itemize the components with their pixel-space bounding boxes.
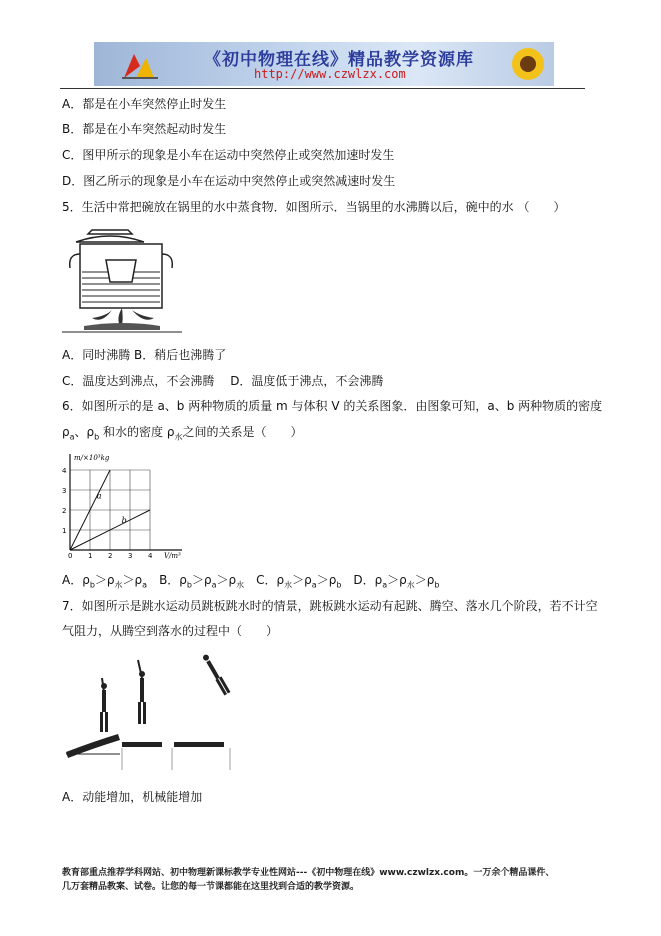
series-label-a: a bbox=[96, 491, 102, 501]
x-tick-label: 1 bbox=[88, 552, 93, 560]
q4-option-c: C．图甲所示的现象是小车在运动中突然停止或突然加速时发生 bbox=[62, 148, 395, 162]
q6-stem-line2: $\rho_a$、$\rho_b$ 和水的密度 $\rho_水$之间的关系是（ ） bbox=[62, 425, 303, 442]
q4-option-b: B．都是在小车突然起动时发生 bbox=[62, 122, 227, 136]
q5-options-ab: A．同时沸腾 B．稍后也沸腾了 bbox=[62, 348, 227, 362]
y-tick-label: 3 bbox=[62, 487, 67, 495]
q7-stem-line2: 气阻力，从腾空到落水的过程中（ ） bbox=[62, 624, 279, 638]
q6-option-c: C．$\rho_水>\rho_a>\rho_b$ bbox=[244, 573, 342, 590]
q6-option-a: A．$\rho_b>\rho_水>\rho_a$ bbox=[62, 573, 148, 590]
page-footer bbox=[62, 866, 602, 894]
q5-options-cd: C．温度达到沸点，不会沸腾 D．温度低于沸点，不会沸腾 bbox=[62, 374, 384, 388]
diving-figure bbox=[62, 648, 242, 776]
series-label-b: b bbox=[121, 516, 127, 526]
q7-stem-line1: 7．如图所示是跳水运动员跳板跳水时的情景，跳板跳水运动有起跳、腾空、落水几个阶段，若不计空 bbox=[62, 599, 598, 613]
site-logo-icon bbox=[120, 50, 160, 82]
q7-option-a: A．动能增加，机械能增加 bbox=[62, 790, 203, 804]
y-tick-label: 1 bbox=[62, 527, 67, 535]
x-tick-label: 0 bbox=[68, 552, 73, 560]
y-tick-label: 2 bbox=[62, 507, 67, 515]
mass-volume-chart bbox=[56, 450, 186, 562]
footer-line-2: 几万套精品教案、试卷。让您的每一节课都能在这里找到合适的教学资源。 bbox=[62, 882, 360, 892]
y-axis-label: m/×10³kg bbox=[74, 454, 110, 462]
header-rule bbox=[60, 88, 585, 89]
x-tick-label: 4 bbox=[148, 552, 153, 560]
x-tick-label: 2 bbox=[108, 552, 113, 560]
q4-option-d: D．图乙所示的现象是小车在运动中突然停止或突然减速时发生 bbox=[62, 174, 396, 188]
pot-steaming-figure bbox=[62, 226, 182, 336]
q6-option-d: D．$\rho_a>\rho_水>\rho_b$ bbox=[341, 573, 440, 590]
q5-stem: 5．生活中常把碗放在锅里的水中蒸食物．如图所示．当锅里的水沸腾以后，碗中的水 （ ） bbox=[62, 200, 566, 214]
banner-title: 《初中物理在线》精品教学资源库 bbox=[204, 50, 474, 70]
x-axis-label: V/m³ bbox=[164, 552, 181, 560]
footer-line-1: 教育部重点推荐学科网站、初中物理新课标教学专业性网站---《初中物理在线》www.czwlzx.com。一万余个精品课件、 bbox=[62, 868, 555, 878]
y-tick-label: 4 bbox=[62, 467, 67, 475]
q4-option-a: A．都是在小车突然停止时发生 bbox=[62, 97, 227, 111]
q6-stem-line1: 6．如图所示的是 a、b 两种物质的质量 m 与体积 V 的关系图象．由图象可知，a、b 两种物质的密度 bbox=[62, 399, 603, 413]
sunflower-icon bbox=[506, 44, 550, 84]
banner-url: http://www.czwlzx.com bbox=[254, 67, 406, 81]
chart-grid bbox=[70, 470, 150, 550]
q6-options bbox=[62, 572, 439, 593]
header-banner bbox=[94, 42, 554, 86]
q6-option-b: B．$\rho_b>\rho_a>\rho_水$ bbox=[147, 573, 245, 590]
x-tick-label: 3 bbox=[128, 552, 133, 560]
